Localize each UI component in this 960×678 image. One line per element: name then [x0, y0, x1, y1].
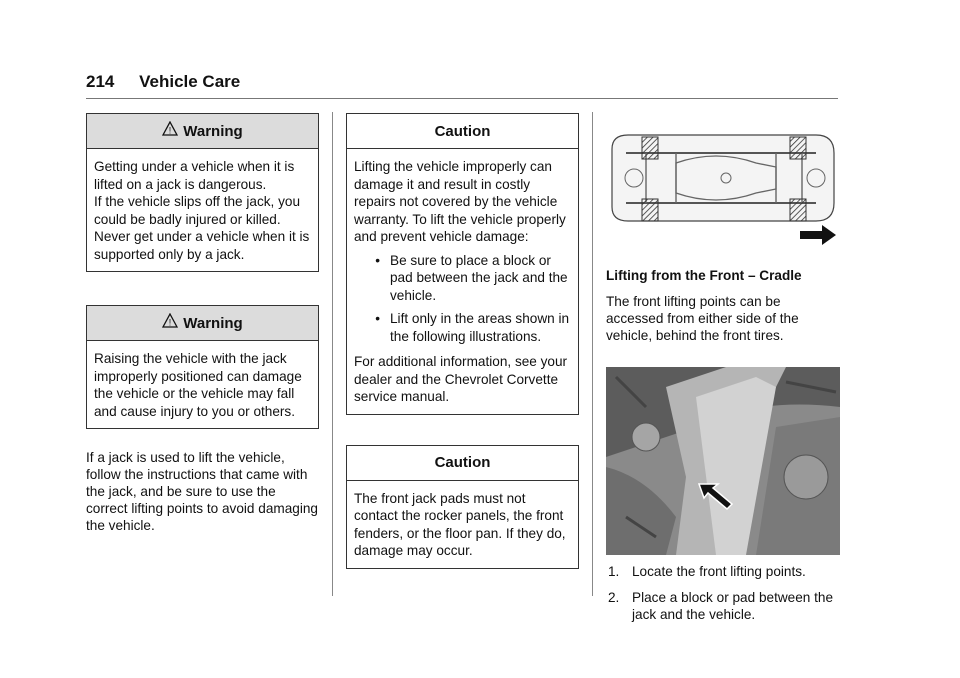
column-1: [86, 113, 320, 534]
bullet-text: Be sure to place a block or pad between the jack and the vehicle.: [390, 252, 568, 303]
caution-title: Caution: [434, 122, 491, 140]
column-3: [606, 113, 840, 623]
warning-box-body: [87, 149, 318, 271]
step-text: Place a block or pad between the jack and the vehicle.: [632, 590, 834, 622]
caution-text: The front jack pads must not contact the rocker panels, the front fenders, or the floor pan. If they do, damage may occur.: [354, 490, 566, 558]
warning-text: If the vehicle slips off the jack, you could be badly injured or killed. Never get under a vehicle when it is supported only by a jack.: [94, 194, 310, 262]
caution-box-header: [347, 446, 578, 481]
warning-box-1: [86, 113, 319, 272]
warning-title: Warning: [183, 314, 243, 332]
warning-triangle-icon: [162, 121, 178, 141]
warning-box-header: [87, 306, 318, 341]
jack-instructions-paragraph: If a jack is used to lift the vehicle, follow the instructions that came with the jack, and be sure to use the correct lifting points to avoid damaging the vehicle.: [86, 450, 318, 533]
section-subheading: Lifting from the Front – Cradle: [606, 268, 802, 283]
warning-box-2: [86, 305, 319, 429]
warning-box-body: [87, 341, 318, 428]
step-number: 2.: [608, 590, 620, 605]
caution-intro: Lifting the vehicle improperly can damage it and result in costly repairs not covered by the vehicle warranty. To lift the vehicle properly and prevent vehicle damage:: [354, 159, 566, 244]
warning-text: Getting under a vehicle when it is lifted on a jack is dangerous.: [94, 159, 295, 192]
step-text: Locate the front lifting points.: [632, 564, 806, 579]
bullet-glyph: •: [375, 252, 380, 268]
bullet-glyph: •: [375, 311, 380, 326]
column-divider-2: [592, 112, 593, 596]
page-header: [86, 72, 240, 92]
warning-title: Warning: [183, 122, 243, 140]
front-cradle-lift-point-photo: [606, 367, 840, 555]
svg-text:!: !: [169, 125, 172, 136]
front-lift-points-paragraph: The front lifting points can be accessed from either side of the vehicle, behind the front tires.: [606, 294, 799, 343]
column-divider-1: [332, 112, 333, 596]
bullet-item: [354, 310, 571, 345]
caution-box-header: [347, 114, 578, 149]
caution-box-1: [346, 113, 579, 415]
caution-box-body: [347, 149, 578, 414]
caution-outro: For additional information, see your dealer and the Chevrolet Corvette service manual.: [354, 354, 568, 404]
underbody-lift-points-diagram: [606, 127, 840, 245]
section-title: Vehicle Care: [139, 72, 241, 91]
bullet-item: [354, 252, 571, 305]
column-2: [346, 113, 580, 569]
bullet-text: Lift only in the areas shown in the following illustrations.: [390, 311, 570, 344]
step-number: 1.: [608, 564, 620, 579]
step-item: [606, 589, 840, 623]
header-rule: [86, 98, 838, 99]
warning-text: Raising the vehicle with the jack improperly positioned can damage the vehicle or the vehicle may fall and cause injury to you or others.: [94, 351, 302, 419]
caution-box-2: [346, 445, 579, 569]
warning-box-header: [87, 114, 318, 149]
caution-box-body: [347, 481, 578, 568]
svg-text:!: !: [169, 317, 172, 328]
step-item: [606, 563, 840, 580]
warning-triangle-icon: [162, 313, 178, 333]
caution-title: Caution: [434, 454, 491, 471]
page-number: 214: [86, 72, 115, 91]
